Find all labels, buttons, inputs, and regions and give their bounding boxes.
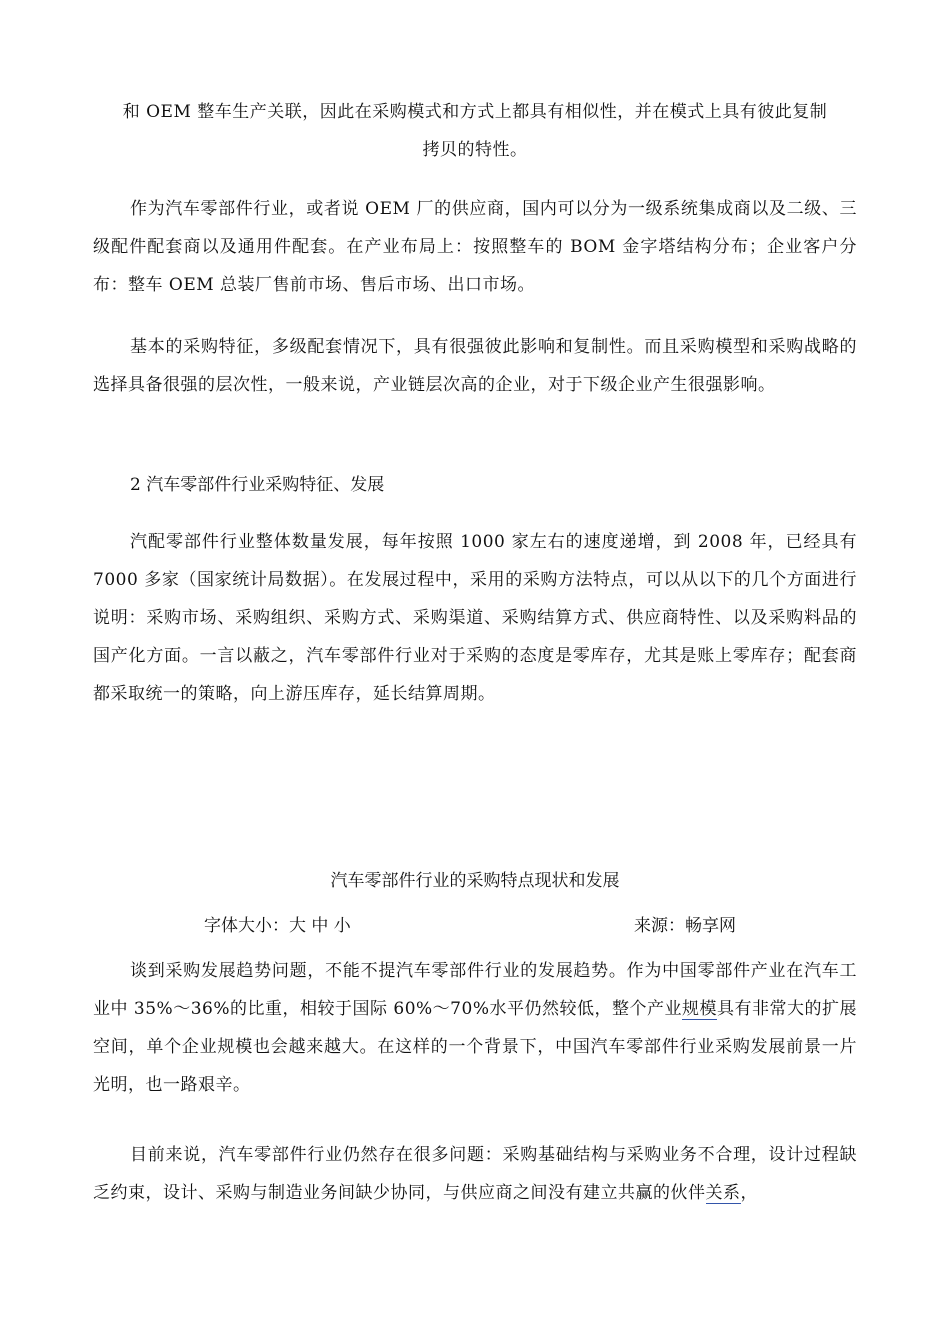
section-2-heading: 2 汽车零部件行业采购特征、发展: [130, 475, 385, 495]
relation-link[interactable]: 关系: [705, 1183, 741, 1203]
font-size-selector[interactable]: 字体大小：大 中 小: [204, 916, 351, 936]
trend-paragraph: [93, 952, 857, 1104]
trend-text-end: 具有非常大的扩展空间，单个企业规模也会越来越大。在这样的一个背景下，中国汽车零部件行业采购发展前景一片光明，也一路艰辛。: [93, 999, 858, 1095]
problems-text-end: ，: [740, 1183, 758, 1203]
source-label: 来源：畅享网: [634, 916, 736, 936]
trend-text-start: 谈到采购发展趋势问题，不能不提汽车零部件行业的发展趋势。作为中国零部件产业在汽车工业中 35%～36%的比重，相较于国际 60%～70%水平仍然较低，整个产业: [93, 961, 857, 1019]
scale-link[interactable]: 规模: [681, 999, 717, 1019]
intro-line-2: 拷贝的特性。: [422, 140, 528, 160]
article-title: 汽车零部件行业的采购特点现状和发展: [330, 871, 620, 891]
suppliers-paragraph: 作为汽车零部件行业，或者说 OEM 厂的供应商，国内可以分为一级系统集成商以及二级、三级配件配套商以及通用件配套。在产业布局上：按照整车的 BOM 金字塔结构分布；企业客户分布：整车 OEM 总装厂售前市场、售后市场、出口市场。: [93, 199, 857, 295]
intro-paragraph: [93, 93, 857, 169]
features-paragraph: 基本的采购特征，多级配套情况下，具有很强彼此影响和复制性。而且采购模型和采购战略的选择具备很强的层次性，一般来说，产业链层次高的企业，对于下级企业产生很强影响。: [93, 337, 857, 395]
problems-text-start: 目前来说，汽车零部件行业仍然存在很多问题：采购基础结构与采购业务不合理，设计过程缺乏约束，设计、采购与制造业务间缺少协同，与供应商之间没有建立共赢的伙伴: [93, 1145, 857, 1203]
development-paragraph: 汽配零部件行业整体数量发展，每年按照 1000 家左右的速度递增，到 2008 年，已经具有 7000 多家（国家统计局数据）。在发展过程中，采用的采购方法特点，可以从以下的几个方面进行说明：采购市场、采购组织、采购方式、采购渠道、采购结算方式、供应商特性、以及采购料品的国产化方面。一言以蔽之，汽车零部件行业对于采购的态度是零库存，尤其是账上零库存；配套商都采取统一的策略，向上游压库存，延长结算周期。: [93, 532, 857, 704]
intro-line-1: 和 OEM 整车生产关联，因此在采购模式和方式上都具有相似性，并在模式上具有彼此复制: [122, 102, 828, 122]
problems-paragraph: [93, 1136, 857, 1212]
